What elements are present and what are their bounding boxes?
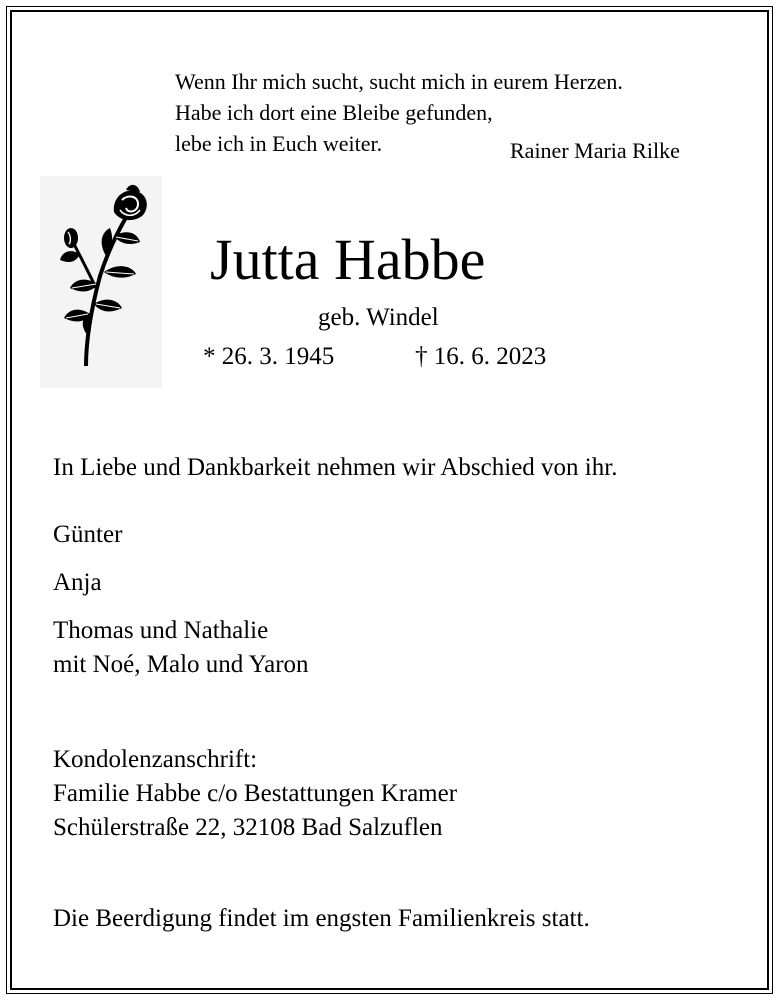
mourner-name: Günter — [53, 521, 123, 548]
farewell-text: In Liebe und Dankbarkeit nehmen wir Abschied von ihr. — [53, 454, 618, 481]
mourner-name: mit Noé, Malo und Yaron — [53, 651, 309, 678]
mourner-group — [53, 614, 309, 682]
condolence-heading: Kondolenzanschrift: — [53, 746, 258, 773]
quote-line: Wenn Ihr mich sucht, sucht mich in eurem Herzen. — [175, 69, 623, 94]
death-date: † 16. 6. 2023 — [415, 343, 547, 370]
quote-line: Habe ich dort eine Bleibe gefunden, — [175, 100, 493, 125]
maiden-name: geb. Windel — [318, 304, 439, 331]
mourner-name: Anja — [53, 569, 102, 596]
deceased-name: Jutta Habbe — [210, 227, 486, 292]
funeral-note: Die Beerdigung findet im engsten Familienkreis statt. — [53, 905, 590, 932]
condolence-line: Schülerstraße 22, 32108 Bad Salzuflen — [53, 814, 443, 841]
quote-author: Rainer Maria Rilke — [510, 138, 680, 163]
birth-date: * 26. 3. 1945 — [203, 343, 335, 370]
mourner-name: Thomas und Nathalie — [53, 617, 269, 644]
quote-line: lebe ich in Euch weiter. — [175, 131, 383, 156]
condolence-address — [53, 743, 457, 845]
rose-icon — [40, 176, 162, 388]
condolence-line: Familie Habbe c/o Bestattungen Kramer — [53, 780, 458, 807]
